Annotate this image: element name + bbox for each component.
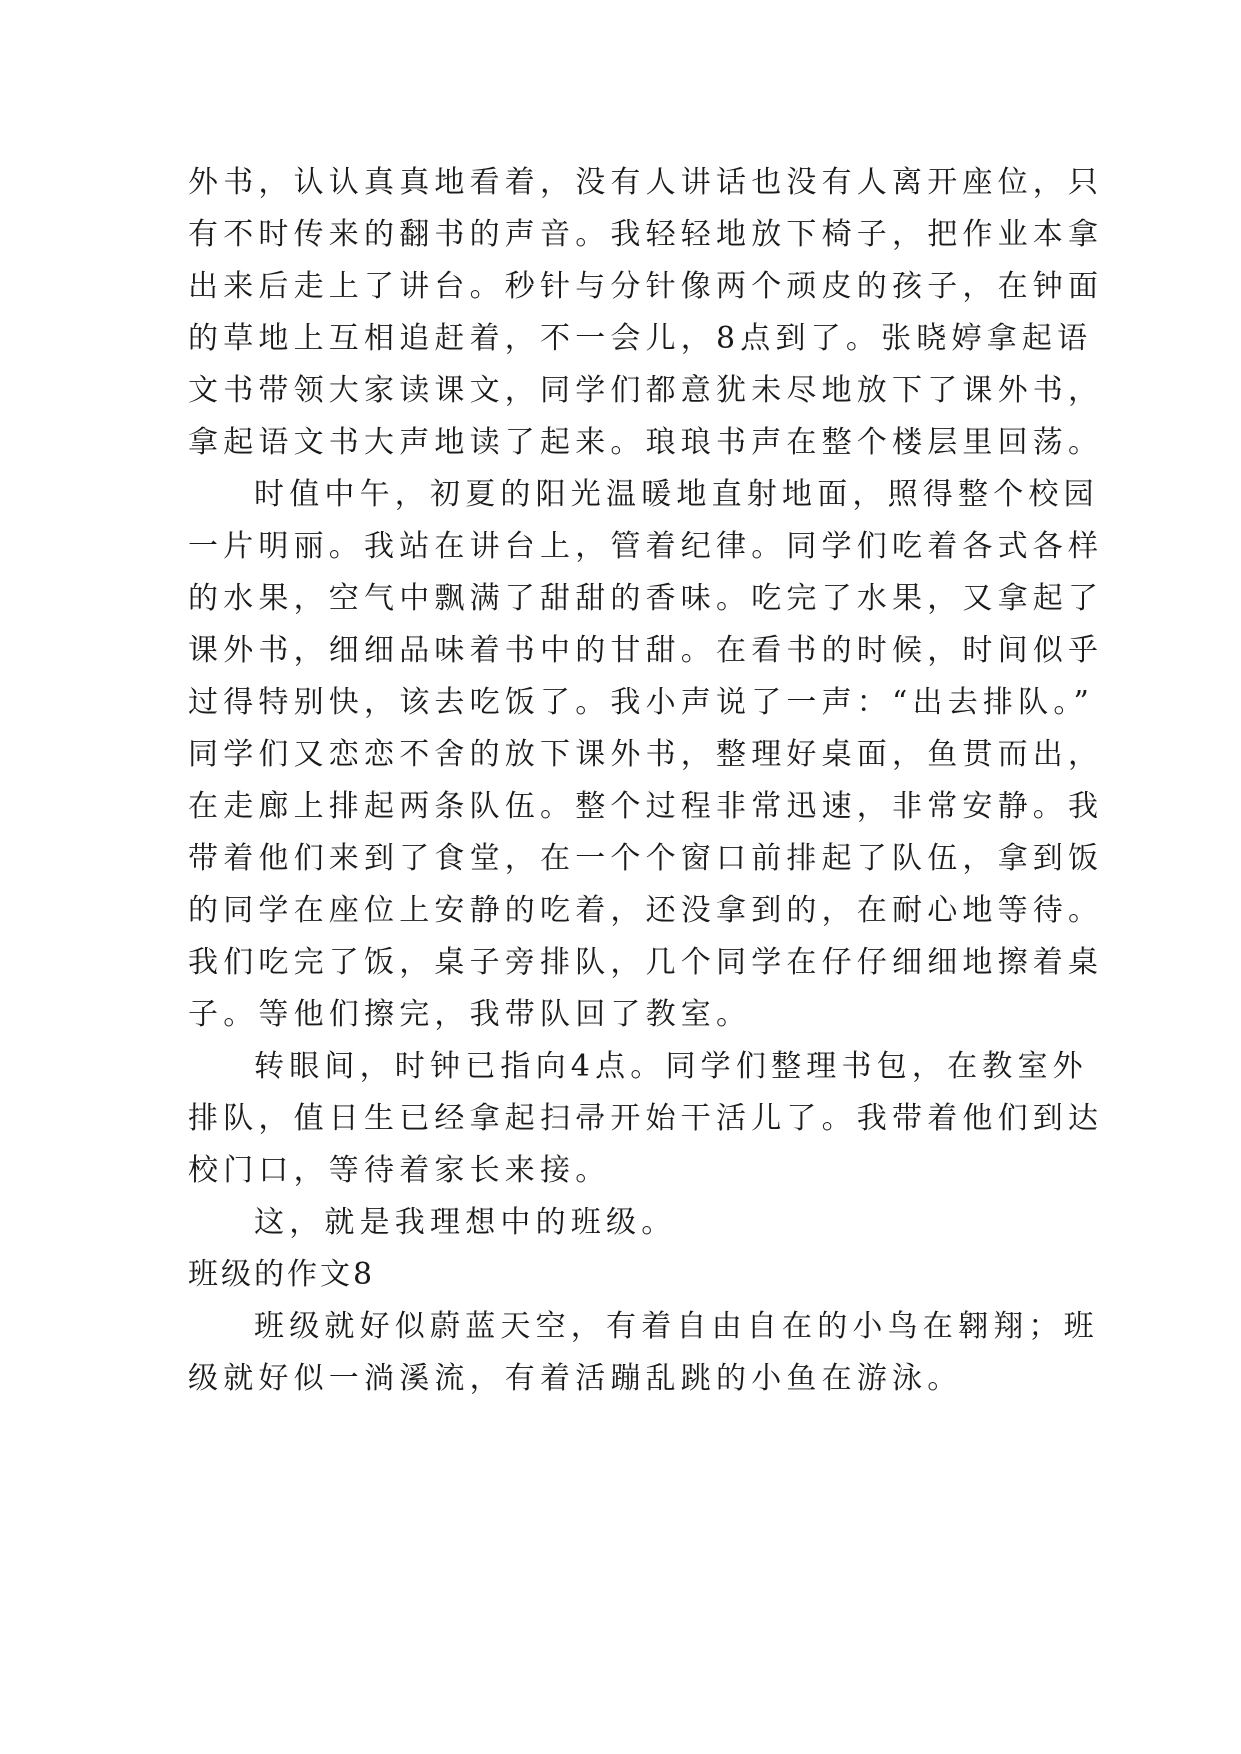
text-line: 我们吃完了饭，桌子旁排队，几个同学在仔仔细细地擦着桌 [188,945,1104,980]
text-line: 带着他们来到了食堂，在一个个窗口前排起了队伍，拿到饭 [188,841,1104,876]
text-line: 在走廊上排起两条队伍。整个过程非常迅速，非常安静。我 [188,789,1104,824]
text-line: 一片明丽。我站在讲台上，管着纪律。同学们吃着各式各样 [188,529,1104,564]
text-line: 子。等他们擦完，我带队回了教室。 [188,997,752,1032]
text-line: 的同学在座位上安静的吃着，还没拿到的，在耐心地等待。 [188,893,1104,928]
paragraph-start-line: 时值中午，初夏的阳光温暖地直射地面，照得整个校园 [254,477,1099,512]
text-line: 拿起语文书大声地读了起来。琅琅书声在整个楼层里回荡。 [188,425,1104,460]
text-line: 的水果，空气中飘满了甜甜的香味。吃完了水果，又拿起了 [188,581,1104,616]
paragraph-start-line: 这，就是我理想中的班级。 [254,1205,677,1240]
text-line: 排队，值日生已经拿起扫帚开始干活儿了。我带着他们到达 [188,1101,1104,1136]
section-heading: 班级的作文8 [188,1257,376,1292]
text-line: 外书，认认真真地看着，没有人讲话也没有人离开座位，只 [188,165,1104,200]
paragraph-start-line: 班级就好似蔚蓝天空，有着自由自在的小鸟在翱翔；班 [254,1309,1099,1344]
text-line: 同学们又恋恋不舍的放下课外书，整理好桌面，鱼贯而出， [188,737,1104,772]
text-line: 文书带领大家读课文，同学们都意犹未尽地放下了课外书， [188,373,1104,408]
text-line: 过得特别快，该去吃饭了。我小声说了一声：“出去排队。” [188,685,1095,720]
text-line: 出来后走上了讲台。秒针与分针像两个顽皮的孩子，在钟面 [188,269,1104,304]
essay-body [188,157,1104,1405]
text-line: 有不时传来的翻书的声音。我轻轻地放下椅子，把作业本拿 [188,217,1104,252]
text-line: 的草地上互相追赶着，不一会儿，8点到了。张晓婷拿起语 [188,321,1093,356]
text-line: 校门口，等待着家长来接。 [188,1153,611,1188]
text-line: 课外书，细细品味着书中的甘甜。在看书的时候，时间似乎 [188,633,1104,668]
paragraph-start-line: 转眼间，时钟已指向4点。同学们整理书包，在教室外 [254,1049,1088,1084]
text-line: 级就好似一淌溪流，有着活蹦乱跳的小鱼在游泳。 [188,1361,963,1396]
